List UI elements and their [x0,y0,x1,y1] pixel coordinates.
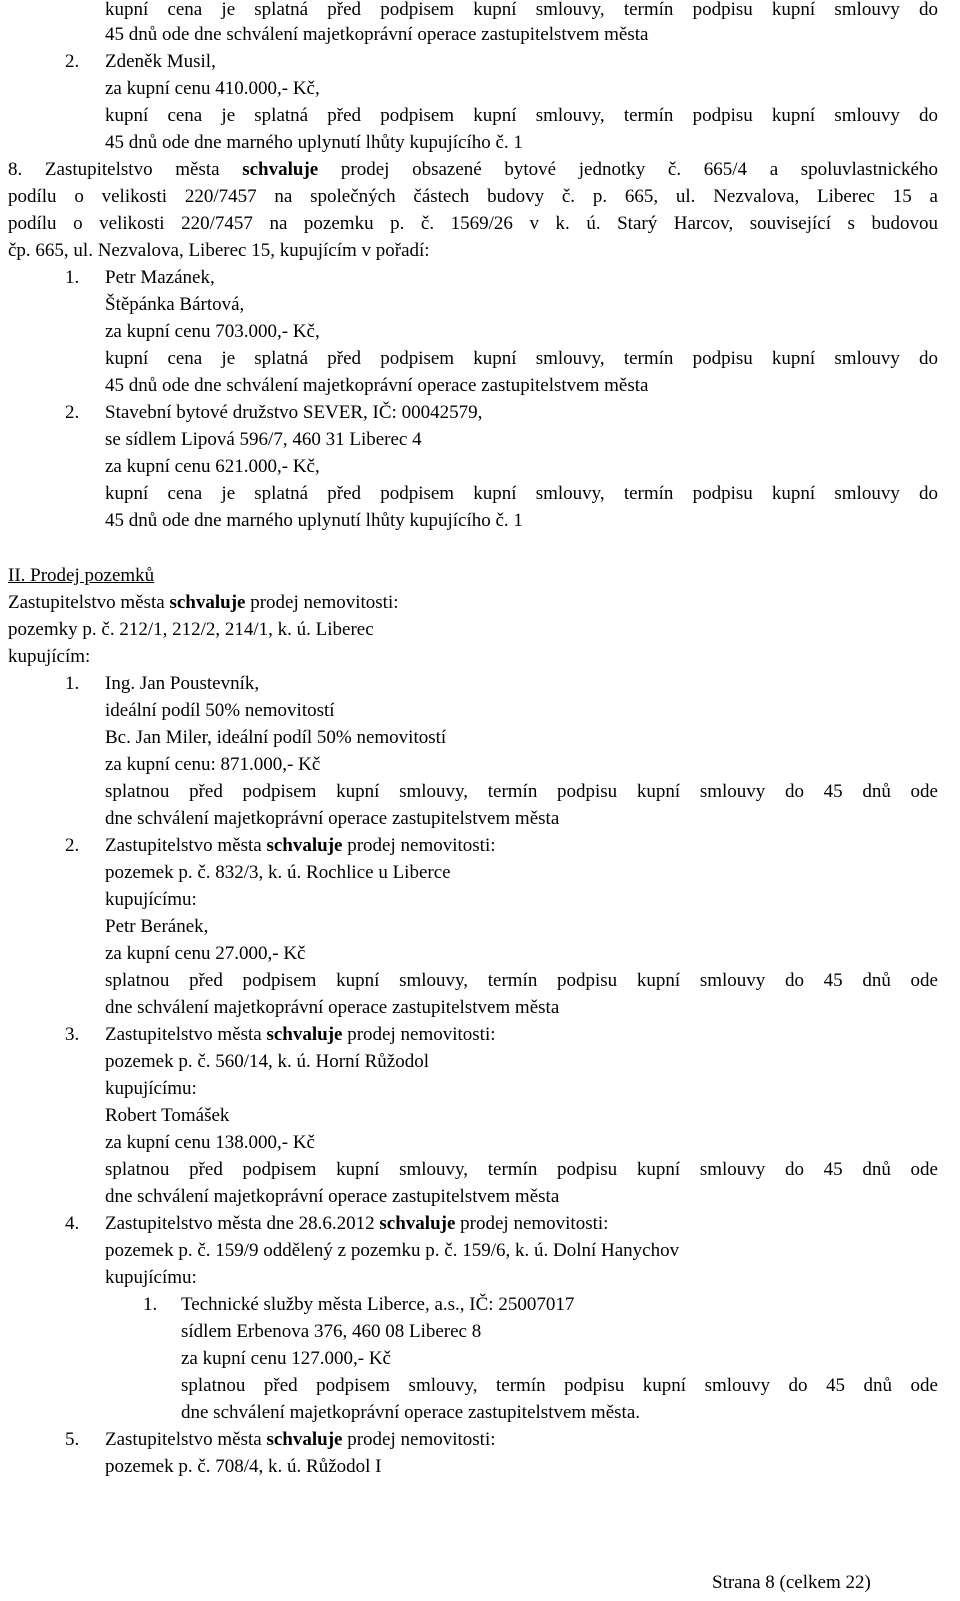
buyer-address: se sídlem Lipová 596/7, 460 31 Liberec 4 [105,429,422,450]
price-line: za kupní cenu 703.000,- Kč, [105,321,320,342]
text-line: 45 dnů ode dne schválení majetkoprávní operace zastupitelstvem města [105,375,649,396]
section-heading: II. Prodej pozemků [8,565,155,586]
list-number: 2. [65,835,80,856]
list-number: 3. [65,1024,80,1045]
text-line: splatnou před podpisem kupní smlouvy, termín podpisu kupní smlouvy do 45 dnů ode [105,970,938,991]
price-line: za kupní cenu: 871.000,- Kč [105,754,321,775]
text-line: podílu o velikosti 220/7457 na společných částech budovy č. p. 665, ul. Nezvalova, Liberec 15 a [8,186,938,207]
buyer-label: kupujícímu: [105,1078,197,1099]
text-line: ideální podíl 50% nemovitostí [105,700,335,721]
buyer-label: kupujícímu: [105,889,197,910]
item-intro: Zastupitelstvo města schvaluje prodej nemovitosti: [105,1429,496,1450]
buyer-name: Ing. Jan Poustevník, [105,673,260,694]
text-line: kupní cena je splatná před podpisem kupní smlouvy, termín podpisu kupní smlouvy do [105,0,938,20]
list-number: 1. [65,673,80,694]
text-line: dne schválení majetkoprávní operace zastupitelstvem města [105,997,560,1018]
price-line: za kupní cenu 27.000,- Kč [105,943,306,964]
parcel-line: pozemky p. č. 212/1, 212/2, 214/1, k. ú. Liberec [8,619,374,640]
text-line: čp. 665, ul. Nezvalova, Liberec 15, kupujícím v pořadí: [8,240,430,261]
text-line: dne schválení majetkoprávní operace zastupitelstvem města [105,1186,560,1207]
page-number: Strana 8 (celkem 22) [712,1572,871,1593]
buyer-name: Petr Mazánek, [105,267,215,288]
buyer-name: Robert Tomášek [105,1105,230,1126]
text-line: podílu o velikosti 220/7457 na pozemku p. č. 1569/26 v k. ú. Starý Harcov, související s budovou [8,213,938,234]
parcel-line: pozemek p. č. 159/9 oddělený z pozemku p. č. 159/6, k. ú. Dolní Hanychov [105,1240,680,1261]
buyer-name: Zdeněk Musil, [105,51,216,72]
buyer-name: Petr Beránek, [105,916,209,937]
buyer-address: sídlem Erbenova 376, 460 08 Liberec 8 [181,1321,482,1342]
price-line: za kupní cenu 138.000,- Kč [105,1132,315,1153]
text-line: kupní cena je splatná před podpisem kupní smlouvy, termín podpisu kupní smlouvy do [105,105,938,126]
text-line: splatnou před podpisem kupní smlouvy, termín podpisu kupní smlouvy do 45 dnů ode [105,1159,938,1180]
price-line: za kupní cenu 410.000,- Kč, [105,78,320,99]
item-intro: Zastupitelstvo města schvaluje prodej nemovitosti: [105,835,496,856]
item-intro: Zastupitelstvo města dne 28.6.2012 schvaluje prodej nemovitosti: [105,1213,609,1234]
text-line: kupní cena je splatná před podpisem kupní smlouvy, termín podpisu kupní smlouvy do [105,483,938,504]
text-line: dne schválení majetkoprávní operace zastupitelstvem města [105,808,560,829]
text-line: 45 dnů ode dne schválení majetkoprávní operace zastupitelstvem města [105,24,649,45]
list-number: 5. [65,1429,80,1450]
buyers-label: kupujícím: [8,646,91,667]
price-line: za kupní cenu 621.000,- Kč, [105,456,320,477]
text-line: kupní cena je splatná před podpisem kupní smlouvy, termín podpisu kupní smlouvy do [105,348,938,369]
text-line: 45 dnů ode dne marného uplynutí lhůty kupujícího č. 1 [105,132,523,153]
list-number: 1. [65,267,80,288]
buyer-name: Bc. Jan Miler, ideální podíl 50% nemovitostí [105,727,447,748]
parcel-line: pozemek p. č. 832/3, k. ú. Rochlice u Liberce [105,862,451,883]
text-line: splatnou před podpisem smlouvy, termín podpisu kupní smlouvy do 45 dnů ode [181,1375,938,1396]
price-line: za kupní cenu 127.000,- Kč [181,1348,391,1369]
list-number: 2. [65,402,80,423]
section-8-intro: 8. Zastupitelstvo města schvaluje prodej obsazené bytové jednotky č. 665/4 a spoluvlastnického [8,159,938,180]
text-line: 45 dnů ode dne marného uplynutí lhůty kupujícího č. 1 [105,510,523,531]
parcel-line: pozemek p. č. 708/4, k. ú. Růžodol I [105,1456,382,1477]
buyer-name: Technické služby města Liberce, a.s., IČ: 25007017 [181,1294,575,1315]
parcel-line: pozemek p. č. 560/14, k. ú. Horní Růžodol [105,1051,430,1072]
list-number: 4. [65,1213,80,1234]
buyer-name: Stavební bytové družstvo SEVER, IČ: 00042579, [105,402,483,423]
text-line: dne schválení majetkoprávní operace zastupitelstvem města. [181,1402,640,1423]
buyer-label: kupujícímu: [105,1267,197,1288]
list-number: 2. [65,51,80,72]
item-intro: Zastupitelstvo města schvaluje prodej nemovitosti: [105,1024,496,1045]
text-line: splatnou před podpisem kupní smlouvy, termín podpisu kupní smlouvy do 45 dnů ode [105,781,938,802]
buyer-name: Štěpánka Bártová, [105,294,245,315]
list-number: 1. [143,1294,158,1315]
section-intro: Zastupitelstvo města schvaluje prodej nemovitosti: [8,592,399,613]
